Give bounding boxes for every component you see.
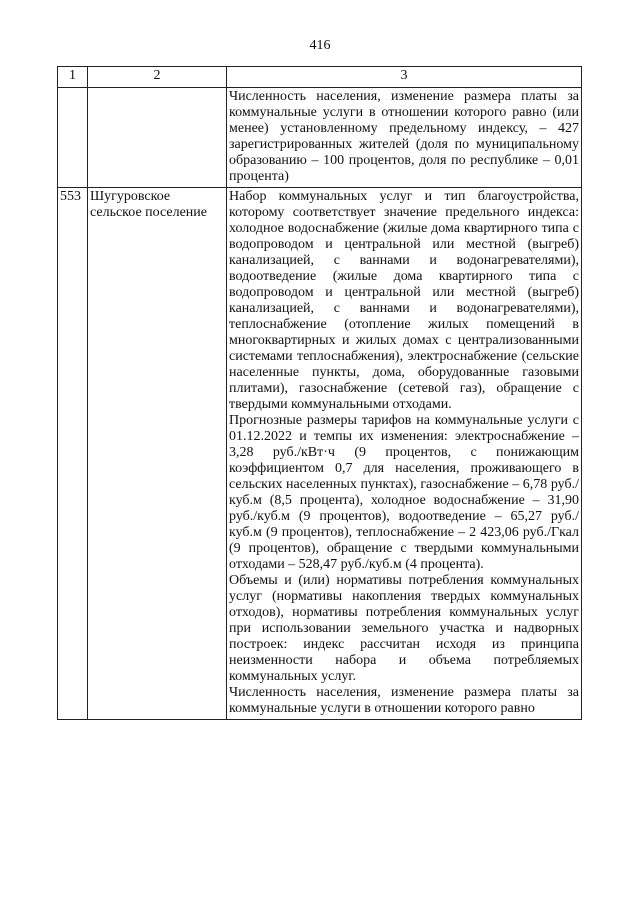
- column-header-3: 3: [227, 67, 582, 88]
- paragraph-population: Численность населения, изменение размера платы за коммунальные услуги в отношении которого равно (или менее) установленному предельному индексу, – 427 зарегистрированных жителей (доля по муниципальному образованию – 100 процентов, доля по республике – 0,01 процента): [229, 89, 579, 184]
- column-header-2: 2: [88, 67, 227, 88]
- description-cell: [227, 88, 582, 188]
- paragraph-tariffs: Прогнозные размеры тарифов на коммунальные услуги с 01.12.2022 и темпы их изменения: электроснабжение – 3,28 руб./кВт·ч (9 процентов, с понижающим коэффициентом 0,7 для населения, проживающего в сельских населенных пунктах), газоснабжение – 6,78 руб./куб.м (8,5 процента), холодное водоснабжение – 31,90 руб./куб.м (9 процентов), водоотведение – 65,27 руб./куб.м (9 процентов), теплоснабжение – 2 423,06 руб./Гкал (9 процентов), обращение с твердыми коммунальными отходами – 528,47 руб./куб.м (4 процента).: [229, 413, 579, 572]
- description-cell: [227, 188, 582, 720]
- table-row: [58, 188, 582, 720]
- paragraph-services-set: Набор коммунальных услуг и тип благоустройства, которому соответствует значение предельного индекса: холодное водоснабжение (жилые дома квартирного типа с водопроводом и центральной или местной (выгреб) канализацией, с ваннами и водонагревателями), водоотведение (жилые дома квартирного типа с водопроводом и центральной или местной (выгреб) канализацией, с ваннами и водонагревателями), теплоснабжение (отопление жилых помещений в многоквартирных и жилых домах с централизованными системами теплоснабжения), электроснабжение (сельские населенные пункты, дома, оборудованные газовыми плитами), газоснабжение (сетевой газ), обращение с твердыми коммунальными отходами.: [229, 189, 579, 412]
- table-header-row: [58, 67, 582, 88]
- tariff-table: [57, 66, 582, 720]
- paragraph-volumes: Объемы и (или) нормативы потребления коммунальных услуг (нормативы накопления твердых коммунальных отходов), нормативы потребления коммунальных услуг при использовании земельного участка и надворных построек: индекс рассчитан исходя из принципа неизменности набора и объема потребляемых коммунальных услуг.: [229, 573, 579, 684]
- column-header-1: 1: [58, 67, 88, 88]
- table-row: [58, 88, 582, 188]
- municipality-name: Шугуровское сельское поселение: [88, 188, 227, 720]
- row-number: 553: [58, 188, 88, 720]
- page-number: 416: [309, 38, 331, 53]
- paragraph-population: Численность населения, изменение размера платы за коммунальные услуги в отношении которого равно: [229, 685, 579, 716]
- municipality-name: [88, 88, 227, 188]
- row-number: [58, 88, 88, 188]
